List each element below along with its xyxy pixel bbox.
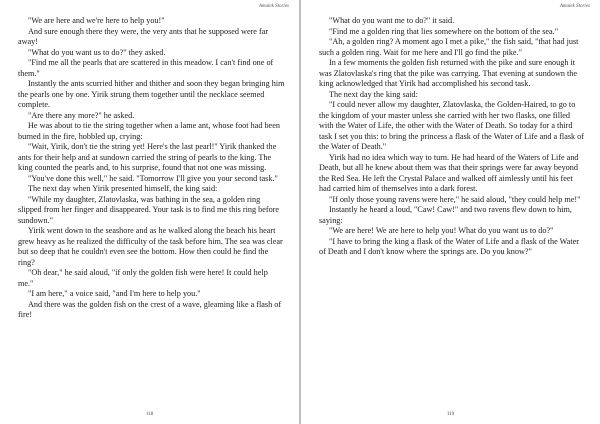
- paragraph: And sure enough there they were, the very ants that he supposed were far away!: [18, 26, 269, 46]
- page-number-left: 118: [145, 412, 154, 417]
- paragraph: "Find me a golden ring that lies somewhere on the bottom of the sea.": [329, 26, 559, 36]
- paragraph: "I could never allow my daughter, Zlatovlaska, the Golden-Haired, to go to the kingdom of your master unless she carried with her two flasks, one filled with the Water of Life, the other with the Water of Death. So today for a third task I set you this: to bring the princess a flask of the Water of Life and a flask of the Water of Death.": [319, 100, 584, 151]
- right-page: [301, 0, 600, 424]
- right-page-text: [319, 16, 586, 258]
- paragraph: "We are here and we're here to help you!": [28, 16, 165, 25]
- paragraph: "What do you want us to do?" they asked.: [28, 47, 166, 57]
- paragraph: "If only those young ravens were here," he said aloud, "they could help me!": [329, 194, 581, 204]
- paragraph: Instantly he heard a loud, "Caw! Caw!" and two ravens flew down to him, saying:: [319, 205, 572, 225]
- paragraph: "Ah, a golden ring? A moment ago I met a pike," the fish said, "that had just such a golden ring. Wait for me here and I'll go find the pike.": [319, 37, 579, 57]
- paragraph: The next day when Yirik presented himself, the king said:: [28, 184, 218, 193]
- paragraph: Yirik went down to the seashore and as he walked along the beach his heart grew heavy as he realized the difficulty of the task before him. The sea was clear but so deep that he couldn't even see the bottom. How then could he find the ring?: [18, 226, 283, 267]
- page-number-right: 119: [446, 412, 455, 417]
- running-head-right: Amalek Stories: [559, 4, 590, 9]
- paragraph: "You've done this well," he said. "Tomorrow I'll give you your second task.": [28, 173, 278, 183]
- left-page-text: [18, 16, 285, 321]
- running-head-left: Amalek Stories: [258, 4, 289, 9]
- left-page: [0, 0, 299, 424]
- paragraph: "What do you want me to do?" it said.: [329, 16, 455, 25]
- paragraph: "Are there any more?" he asked.: [28, 110, 135, 120]
- paragraph: "I am here," a voice said, "and I'm here to help you.": [28, 289, 201, 298]
- paragraph: "Wait, Yirik, don't tie the string yet! Here's the last pearl!" Yirik thanked the ants for their help and at sundown carried the string of pearls to the king. The king counted the pearls and, to his surprise, found that not one was missing.: [18, 142, 277, 172]
- paragraph: And there was the golden fish on the crest of a wave, gleaming like a flash of fire!: [18, 299, 282, 319]
- paragraph: He was about to tie the string together when a lame ant, whose foot had been burned in the fire, hobbled up, crying:: [18, 121, 280, 141]
- paragraph: "I have to bring the king a flask of the Water of Life and a flask of the Water of Death and I don't know where the springs are. Do you know?": [319, 236, 579, 256]
- paragraph: "Find me all the pearls that are scattered in this meadow. I can't find one of them.": [18, 58, 274, 78]
- paragraph: Instantly the ants scurried hither and thither and soon they began bringing him the pearls one by one. Yirik strung them together until the necklace seemed complete.: [18, 79, 285, 109]
- paragraph: "While my daughter, Zlatovlaska, was bathing in the sea, a golden ring slipped from her finger and disappeared. Your task is to find me this ring before sundown.": [18, 194, 280, 225]
- paragraph: "We are here! We are here to help you! What do you want us to do?": [329, 226, 554, 235]
- paragraph: "Oh dear," he said aloud, "if only the golden fish were here! It could help me.": [18, 268, 268, 288]
- paragraph: Yirik had no idea which way to turn. He had heard of the Waters of Life and Death, but all he knew about them was that their springs were far away beyond the Red Sea. He left the Crystal Palace and walked off aimlessly until his feet had carried him of themselves into a dark forest.: [319, 152, 579, 193]
- paragraph: The next day the king said:: [329, 89, 418, 99]
- paragraph: In a few moments the golden fish returned with the pike and sure enough it was Zlatovlaska's ring that the pike was carrying. That evening at sundown the king acknowledged that Yirik had accomplished his second task.: [319, 58, 578, 88]
